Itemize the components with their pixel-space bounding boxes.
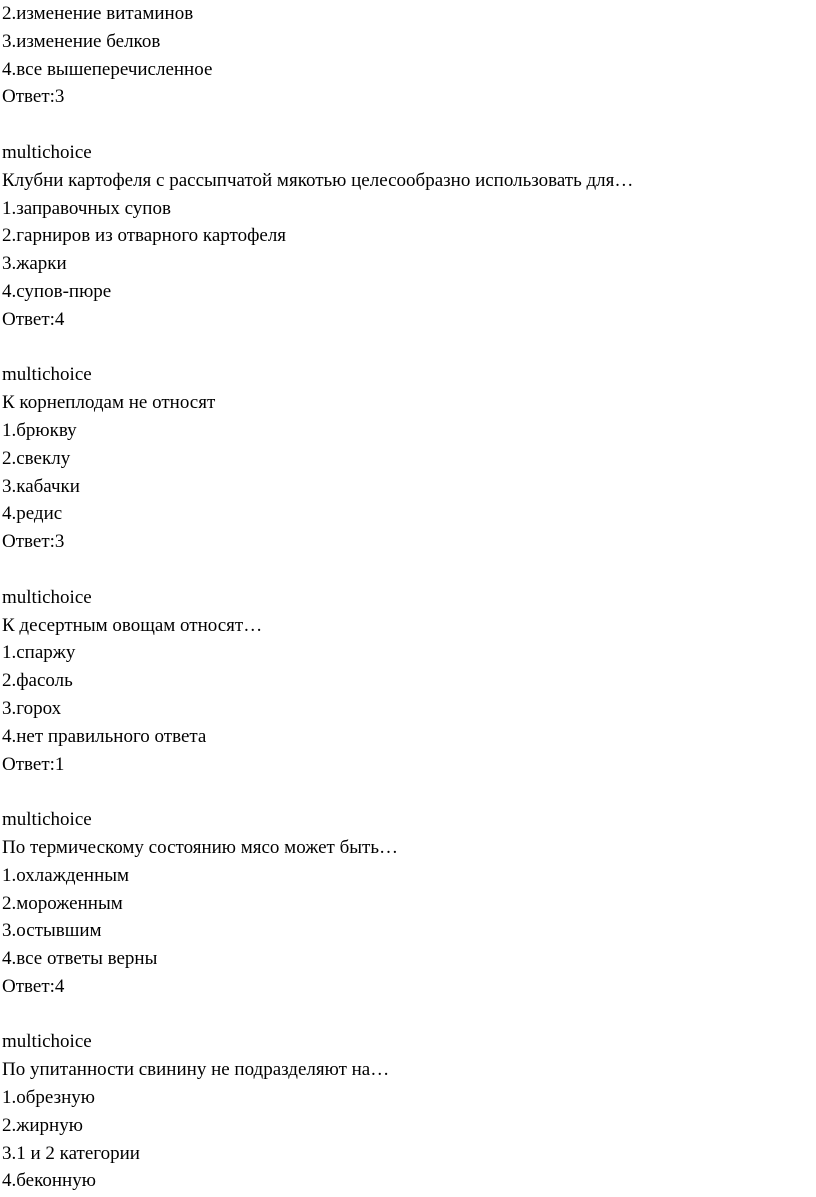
- blank-line: [2, 111, 816, 139]
- question-type: multichoice: [2, 364, 92, 386]
- question-block: [2, 361, 816, 556]
- question-text: По термическому состоянию мясо может быть…: [2, 836, 398, 858]
- option-line: 4.беконную: [2, 1170, 96, 1192]
- option-line: 3.горох: [2, 697, 62, 719]
- question-block: [2, 139, 816, 334]
- option-line: 2.гарниров из отварного картофеля: [2, 225, 287, 247]
- option-line: 2.мороженным: [2, 892, 123, 914]
- blank-line: [2, 334, 816, 362]
- answer-line: Ответ:4: [2, 975, 65, 997]
- option-line: 2.фасоль: [2, 670, 73, 692]
- question-text: Клубни картофеля с рассыпчатой мякотью целесообразно использовать для…: [2, 169, 634, 191]
- option-line: 2.жирную: [2, 1114, 83, 1136]
- answer-line: Ответ:4: [2, 308, 65, 330]
- blank-line: [2, 556, 816, 584]
- option-line: 1.брюкву: [2, 419, 77, 441]
- question-type: multichoice: [2, 586, 92, 608]
- option-line: 3.кабачки: [2, 475, 80, 497]
- option-line: 3.изменение белков: [2, 30, 161, 52]
- option-line: 4.редис: [2, 503, 63, 525]
- question-text: К корнеплодам не относят: [2, 392, 216, 414]
- option-line: 4.все ответы верны: [2, 948, 158, 970]
- question-type: multichoice: [2, 141, 92, 163]
- blank-line: [2, 1001, 816, 1029]
- question-type: multichoice: [2, 1031, 92, 1053]
- question-block: [2, 584, 816, 779]
- answer-line: Ответ:3: [2, 86, 65, 108]
- option-line: 1.спаржу: [2, 642, 76, 664]
- question-text: К десертным овощам относят…: [2, 614, 263, 636]
- leading-fragment: [2, 0, 816, 111]
- option-line: 1.охлажденным: [2, 864, 130, 886]
- answer-line: Ответ:1: [2, 753, 65, 775]
- option-line: 3.1 и 2 категории: [2, 1142, 140, 1164]
- option-line: 1.обрезную: [2, 1087, 95, 1109]
- option-line: 4.супов-пюре: [2, 280, 112, 302]
- option-line: 4.нет правильного ответа: [2, 725, 207, 747]
- option-line: 4.все вышеперечисленное: [2, 58, 213, 80]
- question-text: По упитанности свинину не подразделяют на…: [2, 1059, 390, 1081]
- question-block: [2, 1028, 816, 1195]
- question-type: multichoice: [2, 809, 92, 831]
- option-line: 2.свеклу: [2, 447, 71, 469]
- option-line: 1.заправочных супов: [2, 197, 171, 219]
- option-line: 2.изменение витаминов: [2, 3, 194, 24]
- question-block: [2, 806, 816, 1001]
- answer-line: Ответ:3: [2, 531, 65, 553]
- blank-line: [2, 778, 816, 806]
- option-line: 3.жарки: [2, 253, 67, 275]
- option-line: 3.остывшим: [2, 920, 102, 942]
